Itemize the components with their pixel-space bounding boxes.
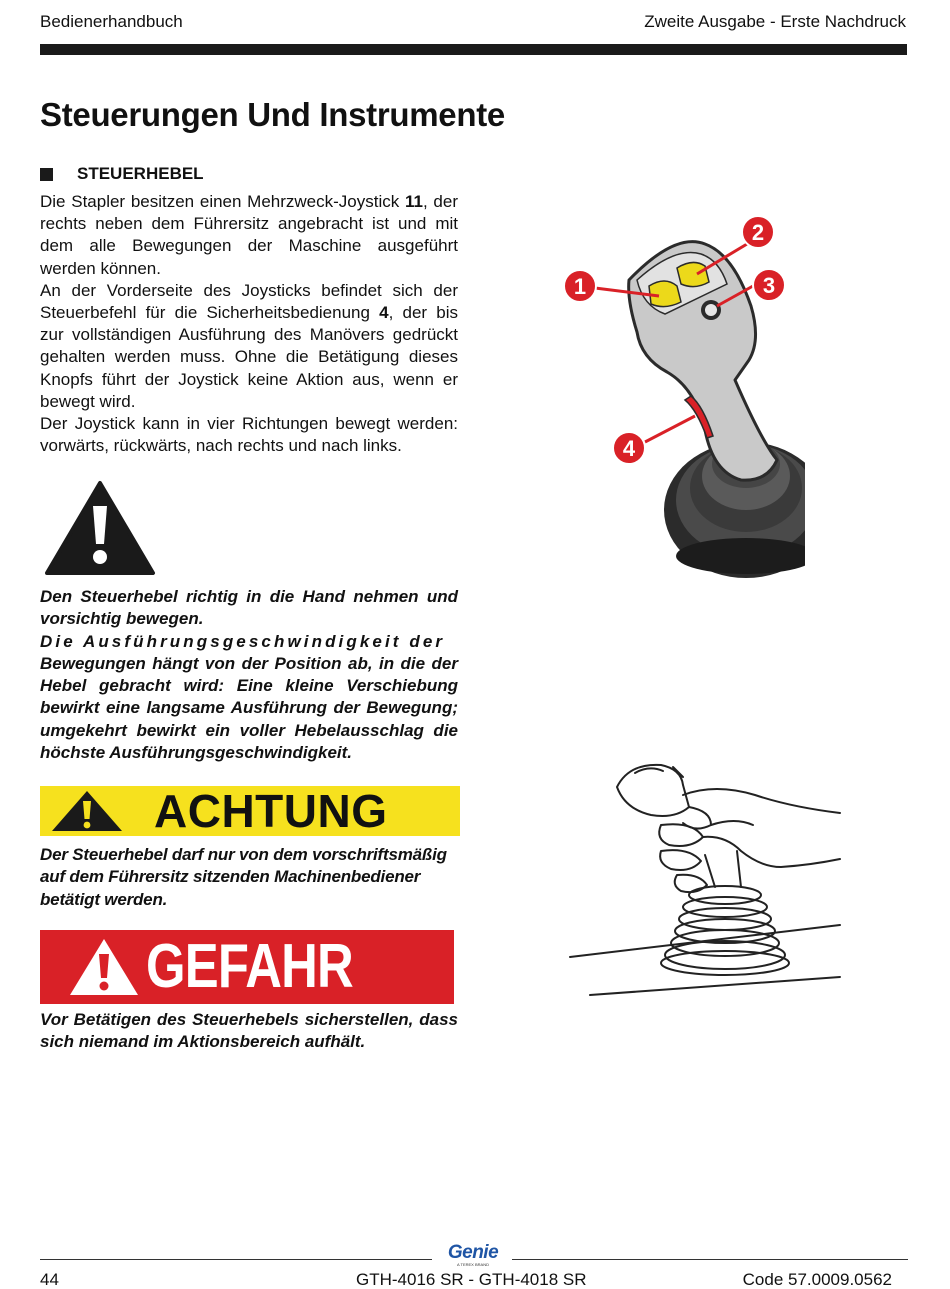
footer-model: GTH-4016 SR - GTH-4018 SR — [356, 1270, 587, 1289]
achtung-label: ACHTUNG — [154, 785, 388, 837]
gefahr-banner — [40, 930, 454, 1004]
warning-text — [40, 586, 458, 764]
section-bullet-icon — [40, 168, 53, 181]
section-heading-label: STEUERHEBEL — [77, 164, 204, 183]
warning-line-spaced: Die Ausführungsgeschwindigkeit der — [40, 631, 446, 651]
hand-joystick-illustration — [565, 755, 845, 1000]
callout-4 — [613, 432, 645, 464]
joystick-illustration — [555, 210, 805, 600]
footer-rule-right — [512, 1259, 908, 1260]
genie-logo — [438, 1243, 508, 1267]
achtung-text: Der Steuerhebel darf nur von dem vorschriftsmäßig auf dem Führersitz sitzenden Machinenbediener betätigt werden. — [40, 845, 447, 909]
gefahr-text — [40, 1009, 458, 1054]
callout-1 — [564, 270, 596, 302]
header-edition: Zweite Ausgabe - Erste Nachdruck — [644, 12, 906, 31]
reference-number: 11 — [404, 192, 423, 211]
callout-4-label: 4 — [622, 436, 636, 461]
warning-line: Bewegungen hängt von der Position ab, in die der Hebel gebracht wird: Eine kleine Verschiebung bewirkt eine langsame Ausführung der Bewegung; umgekehrt bewirkt ein voller Hebelausschlag die höchste Ausführungsgeschwindigkeit. — [40, 653, 458, 763]
footer-code: Code 57.0009.0562 — [742, 1270, 892, 1289]
warning-triangle-icon — [44, 480, 156, 576]
gefahr-label: GEFAHR — [146, 932, 353, 1001]
paragraph-directions: Der Joystick kann in vier Richtungen bewegt werden: vorwärts, rückwärts, nach rechts und nach links. — [40, 414, 458, 456]
paragraph-text: An der Vorderseite des Joysticks befindet sich der Steuerbefehl für die Sicherheitsbedienung — [40, 280, 458, 323]
gefahr-text-body: Vor Betätigen des Steuerhebels sicherstellen, dass sich niemand im Aktionsbereich aufhält. — [40, 1010, 458, 1052]
callout-1-label: 1 — [573, 274, 587, 299]
callout-3 — [753, 269, 785, 301]
achtung-banner — [40, 786, 460, 836]
callout-2 — [742, 216, 774, 248]
paragraph-text: Die Stapler besitzen einen Mehrzweck-Joystick — [40, 192, 405, 211]
paragraph-text: , der rechts neben dem Führersitz angebracht ist und mit dem alle Bewegungen der Maschine ausgeführt werden können. — [40, 192, 458, 278]
callout-3-label: 3 — [762, 273, 776, 298]
caution-triangle-icon — [50, 789, 124, 833]
paragraph-joystick-intro — [40, 191, 458, 280]
genie-logo-word: Genie — [447, 1242, 499, 1263]
page-title: Steuerungen Und Instrumente — [40, 96, 505, 133]
section-body — [40, 191, 458, 457]
paragraph-text: , der bis zur vollständigen Ausführung des Manövers gedrückt gehalten werden muss. Ohne die Betätigung dieses Knopfs führt der Joystick keine Aktion aus, wenn er bewegt wird. — [40, 303, 458, 411]
danger-triangle-icon — [68, 936, 140, 998]
footer-rule-left — [40, 1259, 432, 1260]
paragraph-safety-button — [40, 280, 458, 413]
reference-number: 4 — [379, 303, 389, 323]
genie-logo-tagline: A TEREX BRAND — [457, 1262, 489, 1267]
section-heading — [40, 164, 204, 184]
footer-page-number: 44 — [40, 1270, 59, 1289]
warning-line: Den Steuerhebel richtig in die Hand nehmen und vorsichtig bewegen. — [40, 587, 458, 629]
callout-2-label: 2 — [751, 220, 765, 245]
header-rule — [40, 44, 907, 55]
header-manual-title: Bedienerhandbuch — [40, 12, 183, 31]
